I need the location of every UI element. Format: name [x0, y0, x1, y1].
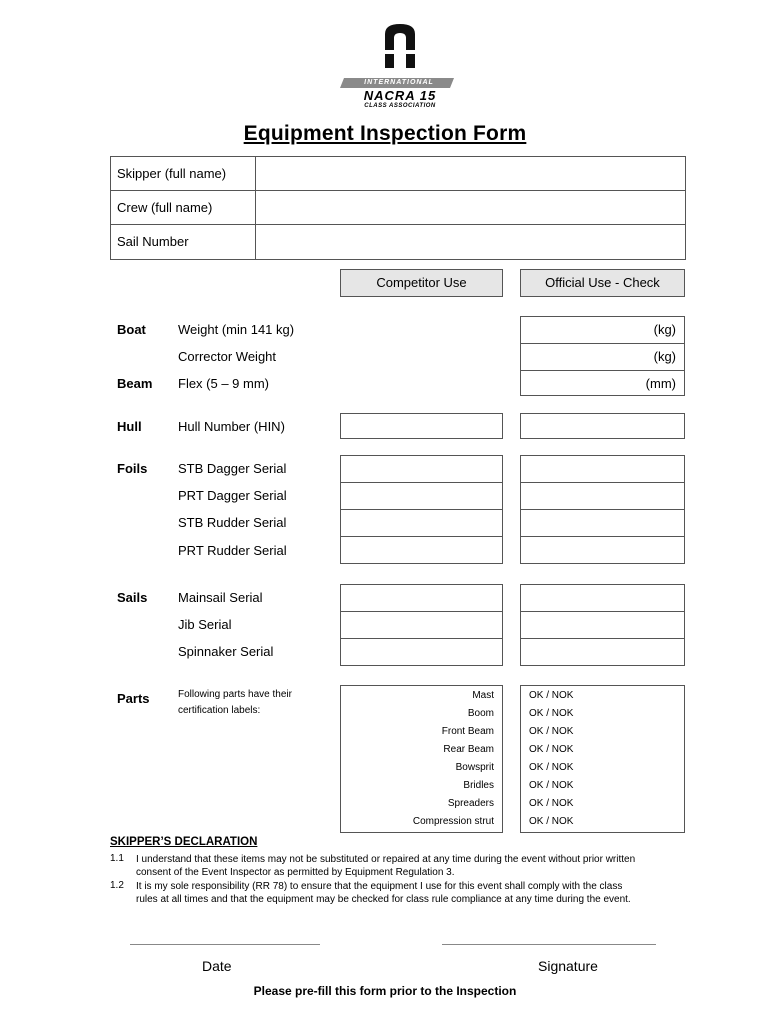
declaration-item-2	[136, 880, 696, 906]
unit-mm: (mm)	[645, 376, 676, 391]
official-spinnaker-field[interactable]	[520, 638, 685, 666]
official-prt-rudder-field[interactable]	[520, 536, 685, 564]
logo-line2: NACRA 15	[363, 88, 437, 103]
official-prt-dagger-field[interactable]	[520, 482, 685, 510]
official-hin-field[interactable]	[520, 413, 685, 439]
part-spreaders: Spreaders	[447, 798, 494, 809]
official-jib-field[interactable]	[520, 611, 685, 639]
section-parts: Parts	[117, 691, 150, 706]
item-prt-rudder: PRT Rudder Serial	[178, 543, 287, 558]
date-label: Date	[202, 958, 232, 974]
official-use-header: Official Use - Check	[520, 269, 685, 297]
info-table	[110, 156, 686, 260]
info-label: Crew (full name)	[117, 200, 213, 215]
date-line[interactable]	[130, 944, 320, 945]
unit-kg: (kg)	[653, 322, 676, 337]
official-stb-rudder-field[interactable]	[520, 509, 685, 537]
parts-check-list	[520, 685, 685, 833]
mast-ok-nok[interactable]: OK / NOK	[529, 690, 574, 701]
info-row-skipper	[111, 157, 685, 191]
item-flex: Flex (5 – 9 mm)	[178, 376, 270, 391]
unit-kg: (kg)	[653, 349, 676, 364]
item-spinnaker: Spinnaker Serial	[178, 644, 274, 659]
competitor-stb-dagger-field[interactable]	[340, 455, 503, 483]
parts-note-line2: certification labels:	[178, 705, 261, 716]
declaration-item-1-line1: I understand that these items may not be substituted or repaired at any time during the event without prior written	[136, 854, 636, 865]
part-mast: Mast	[472, 690, 494, 701]
logo-line3: CLASS ASSOCIATION	[364, 103, 436, 109]
rear-beam-ok-nok[interactable]: OK / NOK	[529, 744, 574, 755]
part-bowsprit: Bowsprit	[455, 762, 494, 773]
item-hin: Hull Number (HIN)	[178, 419, 285, 434]
declaration-num-1: 1.1	[110, 853, 124, 864]
spreaders-ok-nok[interactable]: OK / NOK	[529, 798, 574, 809]
official-corrector-field[interactable]	[520, 343, 685, 371]
part-front-beam: Front Beam	[441, 726, 494, 737]
bridles-ok-nok[interactable]: OK / NOK	[529, 780, 574, 791]
info-label: Skipper (full name)	[117, 166, 227, 181]
competitor-mainsail-field[interactable]	[340, 584, 503, 612]
item-weight: Weight (min 141 kg)	[178, 322, 295, 337]
item-corrector-weight: Corrector Weight	[178, 349, 277, 364]
official-flex-field[interactable]	[520, 370, 685, 396]
section-boat: Boat	[117, 322, 146, 337]
item-stb-dagger: STB Dagger Serial	[178, 461, 287, 476]
info-row-sail-number	[111, 225, 685, 259]
declaration-num-2: 1.2	[110, 880, 124, 891]
signature-line[interactable]	[442, 944, 656, 945]
official-weight-field[interactable]	[520, 316, 685, 344]
parts-note-line1: Following parts have their	[178, 689, 292, 700]
crew-name-field[interactable]	[256, 191, 685, 224]
declaration-item-2-line1: It is my sole responsibility (RR 78) to ensure that the equipment I use for this event shall comply with the class	[136, 881, 623, 892]
signature-label: Signature	[538, 958, 598, 974]
competitor-stb-rudder-field[interactable]	[340, 509, 503, 537]
official-mainsail-field[interactable]	[520, 584, 685, 612]
declaration-title: SKIPPER’S DECLARATION	[110, 836, 258, 848]
page-title: Equipment Inspection Form	[243, 122, 527, 145]
section-hull: Hull	[117, 419, 142, 434]
declaration-item-2-line2: rules at all times and that the equipment may be checked for class rule compliance at any time during the event.	[136, 894, 631, 905]
declaration-item-1-line2: consent of the Event Inspector as permitted by Equipment Regulation 3.	[136, 867, 455, 878]
competitor-prt-rudder-field[interactable]	[340, 536, 503, 564]
front-beam-ok-nok[interactable]: OK / NOK	[529, 726, 574, 737]
part-rear-beam: Rear Beam	[443, 744, 494, 755]
item-mainsail: Mainsail Serial	[178, 590, 263, 605]
item-prt-dagger: PRT Dagger Serial	[178, 488, 287, 503]
bowsprit-ok-nok[interactable]: OK / NOK	[529, 762, 574, 773]
official-stb-dagger-field[interactable]	[520, 455, 685, 483]
boom-ok-nok[interactable]: OK / NOK	[529, 708, 574, 719]
info-row-crew	[111, 191, 685, 225]
item-jib: Jib Serial	[178, 617, 232, 632]
part-compression-strut: Compression strut	[412, 816, 494, 827]
part-boom: Boom	[467, 708, 494, 719]
part-bridles: Bridles	[463, 780, 494, 791]
section-beam: Beam	[117, 376, 153, 391]
parts-list	[340, 685, 503, 833]
declaration-item-1	[136, 853, 696, 879]
footer-note: Please pre-fill this form prior to the Inspection	[253, 984, 517, 998]
competitor-hin-field[interactable]	[340, 413, 503, 439]
skipper-name-field[interactable]	[256, 157, 685, 190]
competitor-jib-field[interactable]	[340, 611, 503, 639]
competitor-prt-dagger-field[interactable]	[340, 482, 503, 510]
competitor-spinnaker-field[interactable]	[340, 638, 503, 666]
compression-strut-ok-nok[interactable]: OK / NOK	[529, 816, 574, 827]
sail-number-field[interactable]	[256, 225, 685, 259]
logo-line1: INTERNATIONAL	[364, 79, 434, 86]
info-label: Sail Number	[117, 234, 189, 249]
item-stb-rudder: STB Rudder Serial	[178, 515, 287, 530]
competitor-use-header: Competitor Use	[340, 269, 503, 297]
section-sails: Sails	[117, 590, 148, 605]
section-foils: Foils	[117, 461, 148, 476]
nacra-logo	[340, 20, 460, 112]
